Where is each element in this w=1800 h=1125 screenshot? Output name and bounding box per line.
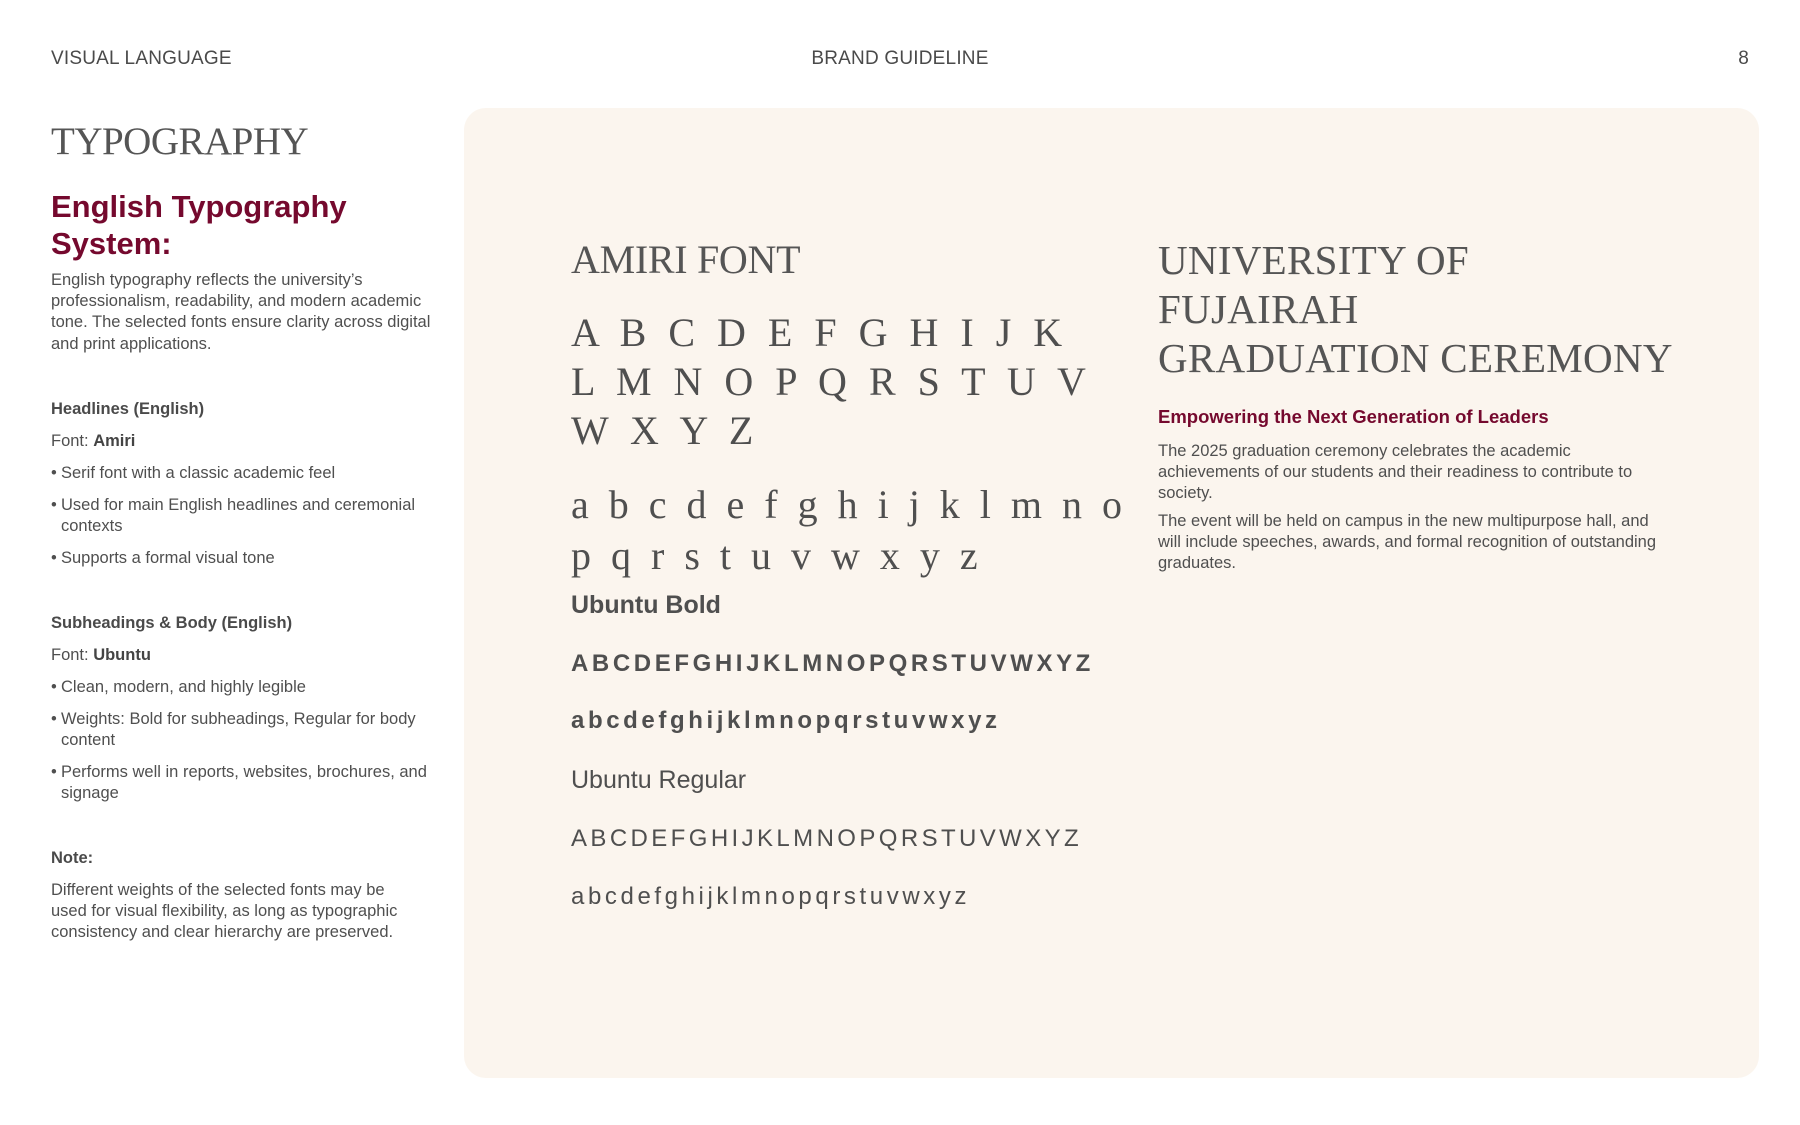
sample-layout — [1158, 236, 1678, 574]
subheadings-title: Subheadings & Body (English) — [51, 613, 293, 632]
system-title: English Typography System: — [51, 189, 347, 261]
font-label: Font: — [51, 645, 94, 664]
bullet-icon: • — [51, 677, 57, 696]
ubuntu-bold-lowercase: abcdefghijklmnopqrstuvwxyz — [571, 707, 1001, 734]
list-item: • Clean, modern, and highly legible — [51, 677, 306, 696]
ubuntu-regular-uppercase: ABCDEFGHIJKLMNOPQRSTUVWXYZ — [571, 825, 1083, 852]
bullet-icon: • — [51, 762, 57, 781]
font-label: Font: — [51, 431, 94, 450]
font-name: Ubuntu — [93, 645, 151, 664]
ubuntu-regular-lowercase: abcdefghijklmnopqrstuvwxyz — [571, 883, 971, 910]
list-item: • Weights: Bold for subheadings, Regular for body content — [51, 709, 416, 749]
section-title: TYPOGRAPHY — [51, 120, 309, 163]
note-title: Note: — [51, 848, 94, 867]
headlines-title: Headlines (English) — [51, 399, 205, 418]
page-number: 8 — [1738, 48, 1749, 69]
amiri-specimen — [571, 236, 1131, 581]
bullet-icon: • — [51, 709, 57, 728]
headlines-font — [51, 431, 431, 452]
ubuntu-bold-label: Ubuntu Bold — [571, 591, 721, 619]
sample-paragraph: The event will be held on campus in the new multipurpose hall, and will include speeches, awards, and formal recognition of outstanding graduates. — [1158, 512, 1657, 572]
ubuntu-specimen — [571, 590, 1094, 912]
bullet-icon: • — [51, 548, 57, 567]
headlines-bullets — [51, 463, 431, 569]
sample-subtitle: Empowering the Next Generation of Leaders — [1158, 406, 1549, 427]
bullet-icon: • — [51, 495, 57, 514]
note-text: Different weights of the selected fonts may be used for visual flexibility, as long as typographic consistency and clear hierarchy are preserved. — [51, 880, 398, 942]
sample-title — [1158, 236, 1678, 383]
sample-paragraph: The 2025 graduation ceremony celebrates the academic achievements of our students and their readiness to contribute to society. — [1158, 442, 1633, 502]
ubuntu-regular-label: Ubuntu Regular — [571, 766, 747, 794]
amiri-lowercase: a b c d e f g h i j k l m n o p q r s t u v w x y z — [571, 482, 1128, 578]
sidebar — [51, 118, 431, 943]
font-name: Amiri — [93, 431, 136, 450]
subheadings-bullets — [51, 677, 431, 804]
bullet-icon: • — [51, 463, 57, 482]
amiri-title: AMIRI FONT — [571, 237, 801, 282]
subheadings-font — [51, 645, 431, 666]
sample-title-line-1: UNIVERSITY OF FUJAIRAH — [1158, 237, 1470, 332]
list-item: • Used for main English headlines and ceremonial contexts — [51, 495, 416, 535]
typography-specimen-panel — [464, 108, 1759, 1078]
page-header-left: VISUAL LANGUAGE — [51, 48, 232, 69]
ubuntu-bold-uppercase: ABCDEFGHIJKLMNOPQRSTUVWXYZ — [571, 650, 1094, 677]
list-item: • Serif font with a classic academic feel — [51, 463, 336, 482]
list-item: • Performs well in reports, websites, brochures, and signage — [51, 762, 427, 802]
sample-title-line-2: GRADUATION CEREMONY — [1158, 335, 1673, 381]
amiri-uppercase: A B C D E F G H I J K L M N O P Q R S T U V W X Y Z — [571, 310, 1092, 453]
page-header-center: BRAND GUIDELINE — [811, 48, 989, 69]
list-item: • Supports a formal visual tone — [51, 548, 275, 567]
intro-text: English typography reflects the university’s professionalism, readability, and modern academic tone. The selected fonts ensure clarity across digital and print applications. — [51, 271, 431, 353]
